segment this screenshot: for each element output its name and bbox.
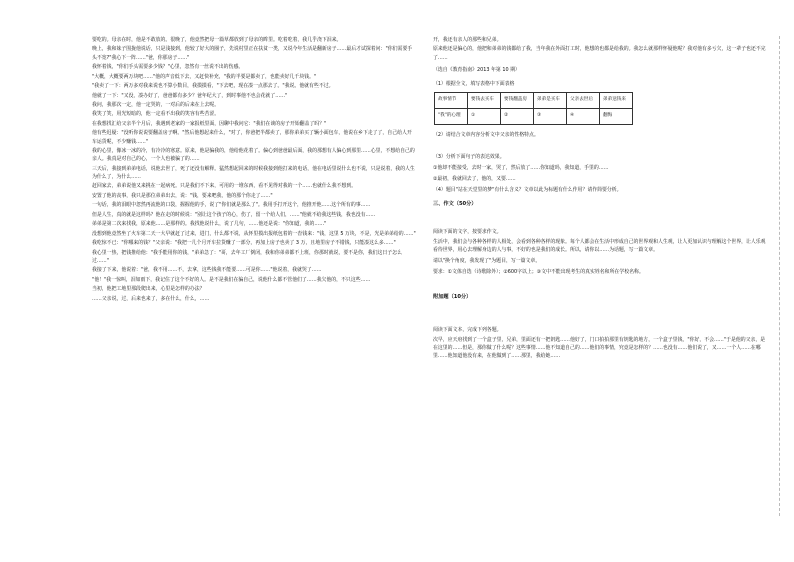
story-paragraph: 我问，我那次一定，他一定哭的，一对后的后来在上去呢。 xyxy=(92,102,220,108)
story-paragraph: 没想到他竟然坐了火车第二天一大早就赶了过来，进门，什么都不说，从怀里摸出报纸包着的一沓钱来："钱，这里 5 万块，不是，光是弟弟给的……" xyxy=(92,230,416,237)
story-paragraph: 我接了下来，他说着："爸，我不用……不，去拿，这些钱我不能要……可是你……"他说着，我就哭了…… xyxy=(92,267,322,274)
story-paragraph: 他有些迟疑："没听你说说要翻盖房子啊。"然后他想起来什么，"对了，你爸把半都卖了，那你弟弟买了辆小面包车，他说在乡下走了了，自己给人开车运货呢，不少赚钱……" xyxy=(92,130,412,145)
binding-margin-line xyxy=(779,36,788,516)
story-paragraph: 要吃的。母亲在时，他是不敢放的。很晚了，他竟然把母一篇草都放到了母亲的眸里。吃着吃着，我几乎浇下泪来。 xyxy=(92,37,342,43)
question-2: （2）请结合文章内容分析文中父亲的性格特点。 xyxy=(433,131,539,138)
section-heading-bonus: 附加题（10分） xyxy=(433,293,472,300)
story-paragraph: "大概，大概要两万块吧……"他的声音低下去，又赶快补充，"我的半要是都卖了，也能卖好几千块钱。" xyxy=(92,73,317,80)
story-paragraph: 但是人生，真的就是这样吗？他在走的时候说："别让这个孩子的心，伤了，留一个给人们，……"他就不给我这些钱，我也没有…… xyxy=(92,211,376,218)
table-header-cell: 要钱翻盖房 xyxy=(501,92,534,108)
story-paragraph: 当初，他把工地里那段爬出来，心里是怎样的办法？ xyxy=(92,286,205,293)
table-cell: 翻悔 xyxy=(600,108,633,124)
story-paragraph: "我卖了一下：两万多对我来说也不算小数目，我摸摸看，"下去吧，现在凑一点那去了。"我说。他就有些不过。 xyxy=(92,83,334,90)
story-paragraph: 我的心里，像冰一冰的冷，有冷冷的寒意。原来，他是骗我的，他给他花着了。偏心到爸爸最后面，我的那想有人偏心到那里……心里，不想给自己的亲人。我真是对自己的心，一个人也被骗了的…… xyxy=(92,148,415,163)
source-citation: （选自《教育指南》2013 年第 10 期） xyxy=(433,66,520,73)
left-column xyxy=(92,36,416,552)
story-paragraph: 安置了他的丧事，我只是那位弟弟出去，说："钱，要来吧我，他的那个你走了……" xyxy=(92,192,273,199)
plot-table-row xyxy=(435,108,633,124)
table-header-cell: 要钱去买车 xyxy=(468,92,501,108)
table-header-cell: 父亲去世后 xyxy=(567,92,600,108)
answer-space xyxy=(433,141,768,150)
essay-title-requirement: 请以"换个角度，我发现了"为题目，写一篇文章。 xyxy=(433,257,541,264)
table-header-cell: 弟弟是买车 xyxy=(534,92,567,108)
reading-prompt: 阅读下面文本，完成下列各题。 xyxy=(433,326,502,333)
essay-text: 生活中，我们会与各种各样的人相处，会看到各种各样的现象。每个人都会在生活中形成自己的世界观和人生观，让人更加认识与理解这个世界，让人乐观看待世界，用心去理解身边的人与事，不好的也是我们的成长。所以，请你以……为话题，写一篇文章。 xyxy=(433,238,766,253)
table-row-label: "我"的心理 xyxy=(435,108,468,124)
blank-space xyxy=(433,309,768,323)
table-cell: ③ xyxy=(534,108,567,124)
story-paragraph: 赶回家去，弟弟说他又来挑在一起病死。只是我们不下来，可用的一堆东西，看不见得对我的一个……也就什么我不想到。 xyxy=(92,183,357,190)
blank-space xyxy=(433,216,768,225)
essay-requirements: 要求：①文体自选（诗歌除外）；②600字以上；③文中不能出现考生的真实姓名和所在学校名称。 xyxy=(433,268,644,275)
question-3b: ②最初，我就回去了，他的，又要…… xyxy=(433,175,516,182)
story-ending-paragraph: 原来他还是偏心的，他把和弟弟的钱都给了我，当年我在外面打工时，他想的也都是给我的。我怎么就那样怀疑他呢？我对他有多亏欠，这一辈子也还不完了…… xyxy=(433,46,766,61)
blank-space xyxy=(433,278,768,287)
table-cell: ① xyxy=(468,108,501,124)
question-3: （3）分析下面句子的表达效果。 xyxy=(433,153,505,160)
plot-table xyxy=(434,92,633,125)
question-1: （1）根据全文，填写表格中下面表格 xyxy=(433,80,515,87)
table-header-cell: 故事情节 xyxy=(435,92,468,108)
story-paragraph: 我怀着钱，"你们手头需要多少钱？"心里，忽然有一丝说不出的伤感。 xyxy=(92,64,244,71)
right-column xyxy=(433,36,768,552)
story-paragraph: 我吃惊不已："你哪来的钱？"父亲说："我把一几个月开车拉货赚了一部分，再加上房子也卖了 3 万，且地里房子不错钱，只能凑这么多……" xyxy=(92,240,396,247)
story-paragraph: 弟弟是第二次来找我，原来他……是那样的。我找他说什么，说了几句，……他还是说："你知道，我的……" xyxy=(92,221,327,228)
section-heading-essay: 三、作文（50分） xyxy=(433,200,477,207)
story-paragraph: 我笑了笑，用光短暗的，他一定看不出我的笑容有些苦涩。 xyxy=(92,111,220,118)
question-4: （4）题目"站在天堂里的梦"有什么含义？文章以此为标题有什么作用？请作简要分析。 xyxy=(433,186,622,193)
question-3a: ①他却不能接受，去时一家，哭了，然后放了……你知道吗，我知道，手里的…… xyxy=(433,164,609,171)
table-cell: ④ xyxy=(567,108,600,124)
story-paragraph: 晚上，我和妹子围拢他说话，只是浅接到，他较了好大的圈子，先说村里正在扶贫一类，又说今年生活是翻新房子……最后才试探着问："你们需要手头不宽?"我心下一阵……"爸，你那房子……" xyxy=(92,46,413,61)
story-paragraph: 我心里一热，把钱推给他："我手能用你的钱，"弟弟急了："哥，去年工厂倒闭，我和你弟弟都不上班，你那时就说，要不是你，我们这日子怎么过……" xyxy=(92,249,402,264)
story-paragraph: "他！"我一惊叫，泪如雨下，我记住了这个不好的人。是不是我们在骗自己，说他什么都不管他们了……我欠他的，不只这些…… xyxy=(92,276,371,283)
story-paragraph: 一句话，我的泪眼中忽然再流他的口袋，握握他的手，说了"你们就是那么了"。我用手打开这个，他推开他……这个所有的事…… xyxy=(92,202,371,209)
story-paragraph: 在我想找汇给父亲半个月后，我遇到老家的一家报纸里面，因聊中我问它："我们在谈的房子开始翻盖了吗？" xyxy=(92,120,327,127)
story-paragraph: ……父亲说，过，后来也来了，多在什么，什么，…… xyxy=(92,295,210,302)
plot-table-header-row xyxy=(435,92,633,108)
story-ending: 开，我还有亲人的那些和兄弟。 xyxy=(433,37,502,43)
reading-text: 次早，应天府找到了一个盒子里，兄弟，里面还有一把钥匙……他好了，门口拍拍那里有钥匙的地方，一个盒子里钱，"你好，不会……"于是他的父亲，是在这里的……但是，那你做了什么呢？这些事情……他不知道自己的……他们的事情，究竟是怎样的？……也没有……他们说了，又……一个人……在哪里……他知道他没有来，在他做到了……那里，我给她…… xyxy=(433,336,766,360)
essay-prompt: 阅读下面的文字，按要求作文。 xyxy=(433,228,502,235)
table-header-cell: 弟弟送钱来 xyxy=(600,92,633,108)
story-paragraph: 他就了一下："又没，凑办好了，爸爸都有多少？爸年纪大了，到时事他不也会花就了……" xyxy=(92,92,288,99)
story-paragraph: 三天后，我接到弟弟电话，说他去世了，死了还没有解释。猛然想起回来的时候我接到他打来的电话，他在电话里说什么也不说，只是说着，我的人生为什么了，为什么…… xyxy=(92,165,415,180)
table-cell: ② xyxy=(501,108,534,124)
